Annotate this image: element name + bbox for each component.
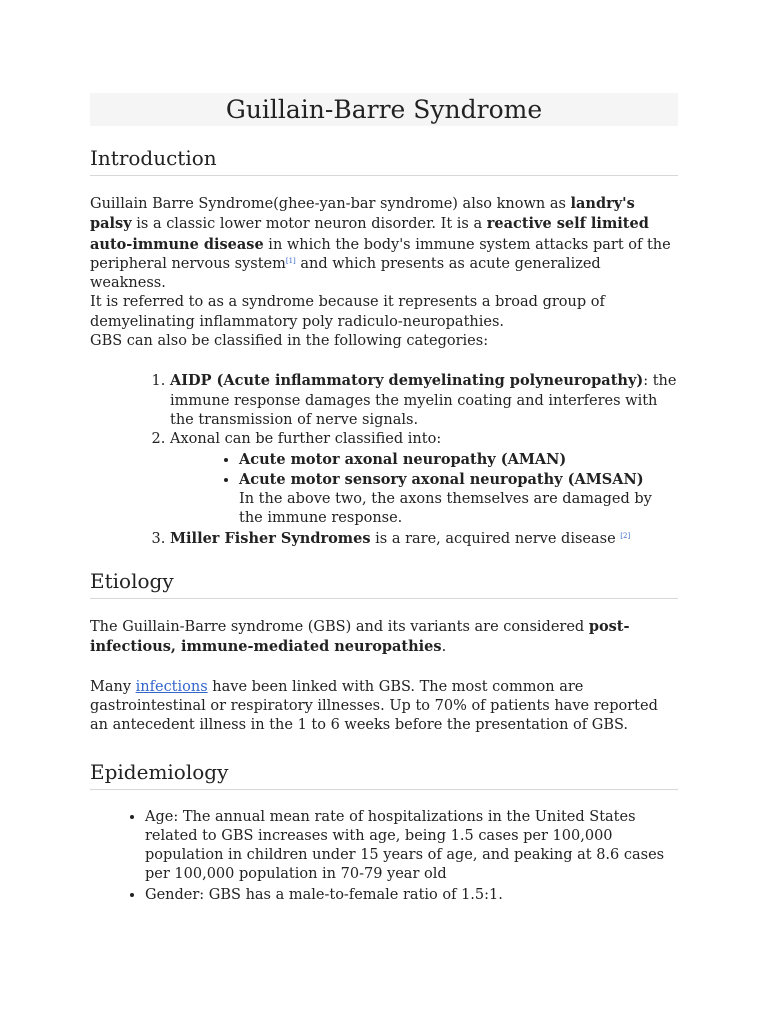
intro-paragraph-2: It is referred to as a syndrome because it represents a broad group of demyelinating inflammatory poly radiculo-neuropathies. [90, 294, 605, 330]
list-item [170, 430, 678, 528]
list-item [170, 529, 678, 549]
page-title: Guillain-Barre Syndrome [90, 93, 678, 126]
etiology-paragraph-2 [90, 678, 678, 736]
text-run: . [441, 639, 447, 656]
text-run: The Guillain-Barre syndrome (GBS) and its variants are considered [90, 619, 589, 636]
bold-term-amsan: Acute motor sensory axonal neuropathy (AMSAN) [239, 470, 644, 488]
etiology-heading: Etiology [90, 569, 678, 599]
text-run: in which the body's immune system attacks part of the peripheral nervous system [90, 236, 671, 272]
bold-term-miller-fisher: Miller Fisher Syndromes [170, 529, 371, 547]
list-item [239, 470, 678, 529]
bold-term-aman: Acute motor axonal neuropathy (AMAN) [239, 450, 567, 468]
bold-term-aidp: AIDP (Acute inflammatory demyelinating polyneuropathy) [170, 372, 644, 390]
classification-list [90, 371, 678, 549]
list-item [170, 371, 678, 430]
intro-paragraph-3: GBS can also be classified in the following categories: [90, 333, 489, 350]
epidemiology-list [90, 808, 678, 905]
list-item: • Age: The annual mean rate of hospitalizations in the United States related to GBS increases with age, being 1.5 cases per 100,000 population in children under 15 years of age, and peaking at 8.6 cases per 100,000 population in 70-79 year old [145, 808, 678, 885]
text-run: and which presents as acute generalized weakness. [90, 255, 601, 292]
axonal-sublist [170, 450, 678, 529]
bold-term-landrys-palsy: landry's palsy [90, 195, 635, 233]
introduction-heading: Introduction [90, 146, 678, 176]
text-run: Guillain Barre Syndrome(ghee-yan-bar syndrome) also known as [90, 196, 571, 212]
text-run: Axonal can be further classified into: [170, 431, 442, 448]
intro-paragraph-1 [90, 194, 678, 293]
epidemiology-heading: Epidemiology [90, 760, 678, 790]
reference-link-2[interactable]: [2] [620, 531, 631, 540]
bold-term-neuropathies: post-infectious, immune-mediated neuropathies [90, 618, 630, 656]
text-run: : the immune response damages the myelin coating and interferes with the transmission of nerve signals. [170, 373, 677, 428]
text-run: In the above two, the axons themselves are damaged by the immune response. [239, 491, 652, 527]
text-run: is a classic lower motor neuron disorder. It is a [131, 216, 487, 233]
text-run: have been linked with GBS. The most common are gastrointestinal or respiratory illnesses. Up to 70% of patients have reported an antecedent illness in the 1 to 6 weeks before the presentation of GBS. [90, 678, 658, 734]
reference-link-1[interactable]: [1] [285, 256, 296, 265]
list-item: • Gender: GBS has a male-to-female ratio of 1.5:1. [145, 886, 678, 905]
text-run: Many [90, 678, 136, 695]
bold-term-autoimmune: reactive self limited auto-immune disease [90, 215, 649, 253]
infections-link[interactable]: infections [135, 678, 208, 695]
list-item [239, 450, 678, 470]
document-content [90, 93, 678, 905]
text-run: is a rare, acquired nerve disease [370, 530, 621, 547]
etiology-paragraph-1 [90, 617, 678, 658]
